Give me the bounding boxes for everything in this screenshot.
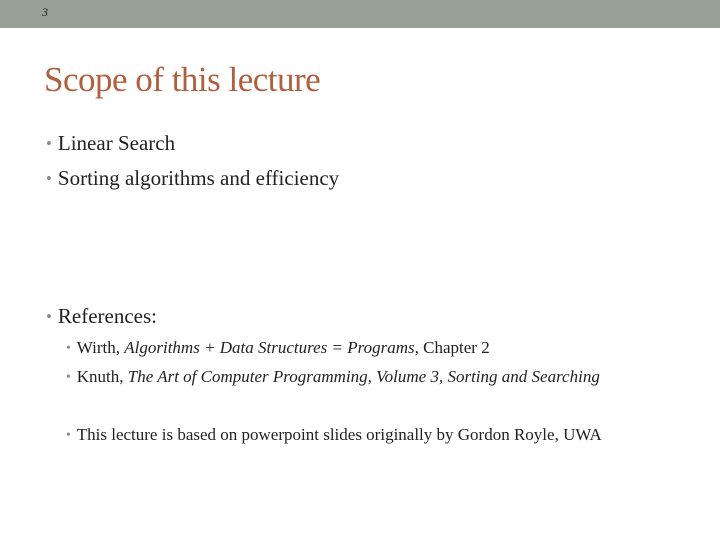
bullet-icon: • (66, 427, 71, 442)
header-bar (0, 0, 720, 28)
bullet-item-references: • References: (46, 304, 157, 328)
reference-knuth: • Knuth, The Art of Computer Programming, Volume 3, Sorting and Searching (66, 367, 600, 386)
slide-title: Scope of this lecture (44, 60, 321, 99)
attribution-note: • This lecture is based on powerpoint slides originally by Gordon Royle, UWA (66, 425, 602, 444)
slide-number: 3 (42, 5, 48, 19)
bullet-icon: • (46, 169, 52, 188)
bullet-icon: • (46, 134, 52, 153)
bullet-icon: • (46, 307, 52, 326)
bullet-item-linear-search: • Linear Search (46, 131, 176, 155)
bullet-icon: • (66, 369, 71, 384)
bullet-item-sorting: • Sorting algorithms and efficiency (46, 166, 340, 190)
reference-wirth: • Wirth, Algorithms + Data Structures = Programs, Chapter 2 (66, 338, 490, 357)
bullet-icon: • (66, 340, 71, 355)
